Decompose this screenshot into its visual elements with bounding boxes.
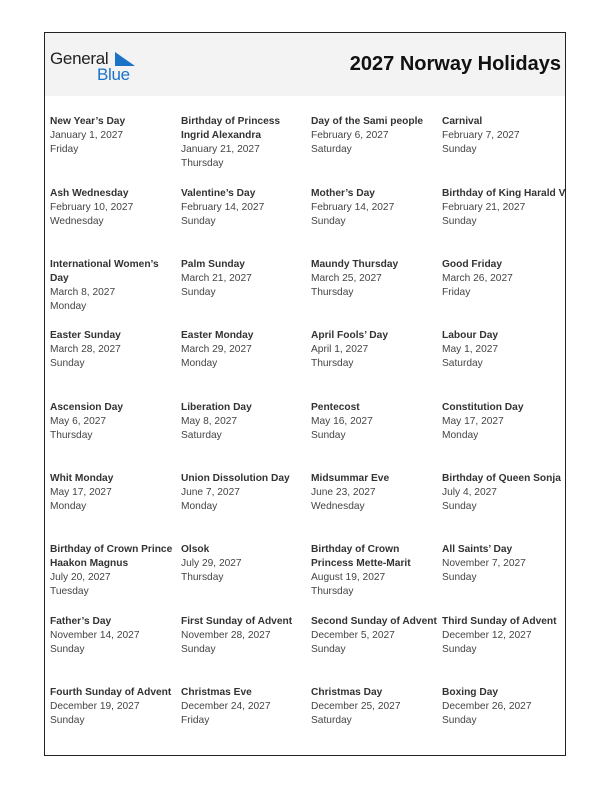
holiday-day: Thursday [181, 158, 224, 169]
holiday-day: Sunday [442, 501, 477, 512]
holiday-name: Birthday of Crown Princess Mette-Marit [311, 544, 411, 569]
holiday-day: Sunday [181, 644, 216, 655]
triangle-logo-icon [115, 52, 135, 66]
holiday-date: March 25, 2027 [311, 273, 382, 284]
holiday-date: May 6, 2027 [50, 416, 107, 427]
brand-word-general: General [50, 49, 109, 68]
holiday-entry [181, 187, 309, 229]
holiday-date: May 17, 2027 [442, 416, 504, 427]
holiday-date: January 21, 2027 [181, 144, 260, 155]
holiday-date: February 10, 2027 [50, 202, 134, 213]
holiday-name: Birthday of Queen Sonja [442, 473, 561, 484]
holiday-name: Olsok [181, 544, 210, 555]
holiday-date: June 7, 2027 [181, 487, 240, 498]
holiday-name: Day of the Sami people [311, 116, 424, 127]
holiday-entry [181, 615, 309, 657]
holiday-entry [181, 401, 309, 443]
holiday-day: Saturday [311, 715, 352, 726]
holiday-day: Sunday [50, 715, 85, 726]
holiday-name: Midsummar Eve [311, 473, 390, 484]
holiday-name: Boxing Day [442, 687, 499, 698]
holiday-name: All Saints’ Day [442, 544, 513, 555]
holiday-day: Monday [181, 501, 218, 512]
holiday-name: Easter Sunday [50, 330, 121, 341]
holiday-name: New Year’s Day [50, 116, 126, 127]
holiday-entry [311, 472, 439, 514]
holiday-day: Thursday [181, 572, 224, 583]
holiday-date: February 7, 2027 [442, 130, 520, 141]
holiday-date: December 12, 2027 [442, 630, 532, 641]
holiday-entry [311, 187, 439, 229]
holiday-day: Thursday [311, 586, 354, 597]
holiday-day: Tuesday [50, 586, 89, 597]
holiday-entry [181, 543, 309, 585]
holiday-day: Sunday [50, 358, 85, 369]
holiday-entry [181, 115, 309, 171]
holiday-entry [311, 615, 439, 657]
holiday-name: Palm Sunday [181, 259, 245, 270]
holiday-date: February 14, 2027 [181, 202, 265, 213]
holiday-day: Sunday [311, 644, 346, 655]
holiday-day: Sunday [442, 715, 477, 726]
holiday-entry [181, 686, 309, 728]
holiday-name: Mother’s Day [311, 188, 375, 199]
holiday-entry [442, 686, 570, 728]
holiday-entry [442, 615, 570, 657]
holiday-entry [50, 543, 178, 599]
holiday-entry [50, 615, 178, 657]
header-band [45, 33, 565, 96]
holiday-name: Ash Wednesday [50, 188, 129, 199]
holiday-entry [181, 472, 309, 514]
holiday-name: Carnival [442, 116, 483, 127]
holiday-name: Birthday of King Harald V [442, 188, 566, 199]
holiday-day: Saturday [311, 144, 352, 155]
holiday-day: Monday [50, 301, 87, 312]
holiday-entry [50, 329, 178, 371]
holiday-date: April 1, 2027 [311, 344, 369, 355]
holiday-day: Thursday [311, 358, 354, 369]
holiday-date: May 16, 2027 [311, 416, 373, 427]
holiday-entry [181, 258, 309, 300]
holiday-day: Sunday [311, 216, 346, 227]
holiday-entry [311, 543, 439, 599]
holiday-entry [442, 187, 570, 229]
holiday-name: Ascension Day [50, 402, 124, 413]
holiday-day: Thursday [50, 430, 93, 441]
holiday-day: Wednesday [311, 501, 365, 512]
holiday-name: Constitution Day [442, 402, 524, 413]
holiday-date: March 26, 2027 [442, 273, 513, 284]
holiday-name: Pentecost [311, 402, 360, 413]
holiday-entry [311, 258, 439, 300]
holiday-name: Valentine’s Day [181, 188, 256, 199]
holiday-date: March 21, 2027 [181, 273, 252, 284]
holiday-date: March 29, 2027 [181, 344, 252, 355]
holiday-name: Liberation Day [181, 402, 252, 413]
holiday-name: April Fools’ Day [311, 330, 388, 341]
holiday-date: November 28, 2027 [181, 630, 271, 641]
brand-word-blue: Blue [97, 65, 130, 84]
holiday-entry [311, 686, 439, 728]
holiday-date: July 29, 2027 [181, 558, 242, 569]
page-frame [44, 32, 566, 756]
holiday-entry [442, 401, 570, 443]
holiday-date: December 5, 2027 [311, 630, 395, 641]
holiday-date: July 4, 2027 [442, 487, 497, 498]
holiday-date: December 25, 2027 [311, 701, 401, 712]
holiday-entry [442, 543, 570, 585]
holiday-date: May 8, 2027 [181, 416, 238, 427]
holiday-day: Saturday [181, 430, 222, 441]
holiday-entry [181, 329, 309, 371]
holiday-date: February 14, 2027 [311, 202, 395, 213]
holiday-date: June 23, 2027 [311, 487, 376, 498]
holiday-date: May 1, 2027 [442, 344, 499, 355]
holiday-entry [50, 686, 178, 728]
holiday-name: Labour Day [442, 330, 499, 341]
holiday-day: Friday [50, 144, 79, 155]
holiday-date: May 17, 2027 [50, 487, 112, 498]
holiday-name: Christmas Day [311, 687, 383, 698]
holiday-name: First Sunday of Advent [181, 616, 293, 627]
holiday-name: Father’s Day [50, 616, 112, 627]
holiday-entry [311, 401, 439, 443]
holiday-name: Birthday of Princess Ingrid Alexandra [181, 116, 281, 141]
holiday-day: Monday [181, 358, 218, 369]
holiday-day: Wednesday [50, 216, 104, 227]
holiday-day: Sunday [442, 144, 477, 155]
holiday-name: Third Sunday of Advent [442, 616, 557, 627]
holiday-entry [50, 115, 178, 157]
holiday-name: Maundy Thursday [311, 259, 399, 270]
holiday-day: Sunday [442, 644, 477, 655]
page-title: 2027 Norway Holidays [349, 53, 561, 75]
holiday-entry [442, 258, 570, 300]
holiday-day: Sunday [181, 216, 216, 227]
holiday-name: Christmas Eve [181, 687, 252, 698]
holiday-date: February 6, 2027 [311, 130, 389, 141]
holiday-date: December 24, 2027 [181, 701, 271, 712]
holiday-date: March 28, 2027 [50, 344, 121, 355]
holiday-date: August 19, 2027 [311, 572, 386, 583]
holiday-name: Fourth Sunday of Advent [50, 687, 172, 698]
holiday-day: Thursday [311, 287, 354, 298]
holiday-entry [442, 115, 570, 157]
holiday-day: Saturday [442, 358, 483, 369]
holiday-name: Union Dissolution Day [181, 473, 290, 484]
holiday-entry [442, 472, 570, 514]
holiday-day: Friday [181, 715, 210, 726]
holiday-date: November 14, 2027 [50, 630, 140, 641]
holiday-date: July 20, 2027 [50, 572, 111, 583]
holiday-day: Sunday [442, 216, 477, 227]
holiday-entry [442, 329, 570, 371]
holiday-entry [311, 115, 439, 157]
holiday-day: Sunday [50, 644, 85, 655]
holiday-name: Second Sunday of Advent [311, 616, 437, 627]
holiday-name: Birthday of Crown Prince Haakon Magnus [50, 544, 173, 569]
holiday-entry [311, 329, 439, 371]
holiday-name: Easter Monday [181, 330, 254, 341]
holiday-day: Monday [442, 430, 479, 441]
holiday-day: Sunday [181, 287, 216, 298]
holiday-name: Good Friday [442, 259, 502, 270]
holiday-entry [50, 187, 178, 229]
holiday-date: December 26, 2027 [442, 701, 532, 712]
holiday-day: Monday [50, 501, 87, 512]
holiday-name: International Women’s Day [50, 259, 159, 284]
holiday-date: March 8, 2027 [50, 287, 116, 298]
brand-logo [50, 49, 140, 83]
holiday-entry [50, 258, 178, 314]
holiday-date: January 1, 2027 [50, 130, 124, 141]
holiday-day: Sunday [311, 430, 346, 441]
holiday-day: Sunday [442, 572, 477, 583]
holiday-date: November 7, 2027 [442, 558, 526, 569]
holiday-date: February 21, 2027 [442, 202, 526, 213]
holiday-entry [50, 401, 178, 443]
holiday-day: Friday [442, 287, 471, 298]
holiday-name: Whit Monday [50, 473, 114, 484]
holiday-date: December 19, 2027 [50, 701, 140, 712]
holiday-entry [50, 472, 178, 514]
